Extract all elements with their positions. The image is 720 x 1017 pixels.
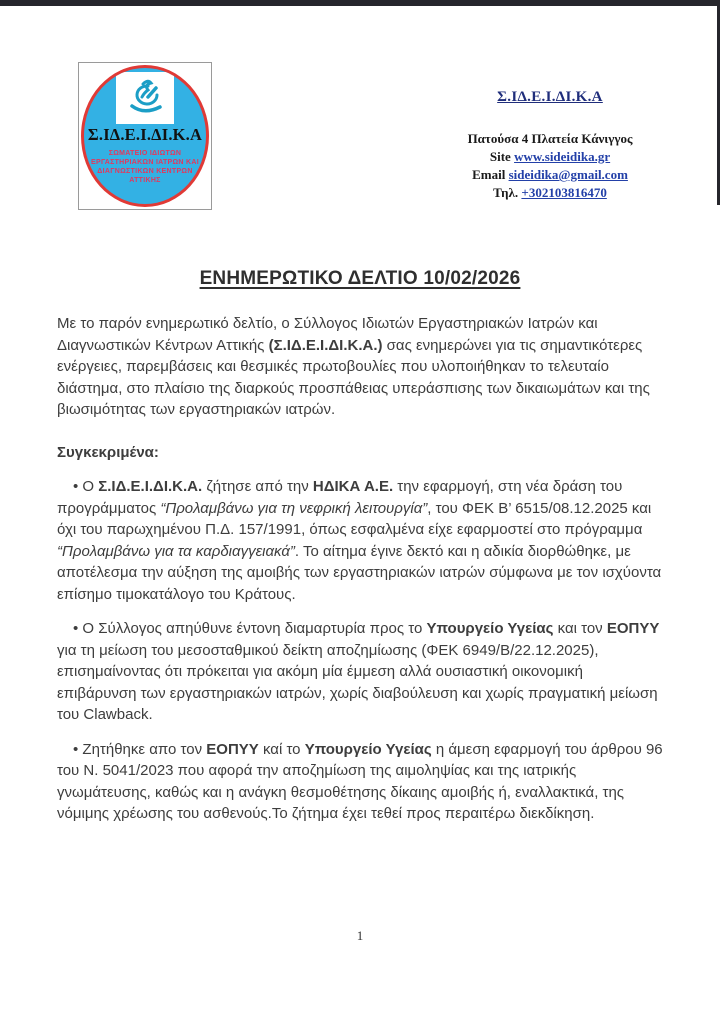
microscope-icon <box>116 72 174 124</box>
site-line <box>420 148 680 166</box>
intro-paragraph: Με το παρόν ενημερωτικό δελτίο, ο Σύλλογος Ιδιωτών Εργαστηριακών Ιατρών και Διαγνωστικών Κέντρων Αττικής (Σ.ΙΔ.Ε.Ι.ΔΙ.Κ.Α.) σας ενημερώνει για τις σημαντικότερες ενέργειες, παρεμβάσεις και θεσμικές πρωτοβουλίες που υλοποιήθηκαν το τελευταίο διάστημα, στο πλαίσιο της διαρκούς προσπάθειας υπεράσπισης των δικαιωμάτων και της βιωσιμότητας των εργαστηριακών ιατρών. <box>57 315 650 418</box>
site-label: Site <box>489 149 515 164</box>
logo-subtitle-line: ΕΡΓΑΣΤΗΡΙΑΚΩΝ ΙΑΤΡΩΝ ΚΑΙ <box>91 159 199 166</box>
section-heading: Συγκεκριμένα: <box>57 443 159 461</box>
phone-label: Τηλ. <box>493 185 522 200</box>
bullet-paragraph: • Ζητήθηκε απο τον ΕΟΠΥΥ καί το Υπουργείο Υγείας η άμεση εφαρμογή του άρθρου 96 του Ν. 5041/2023 που αφορά την αποζημίωση της αιμοληψίας και της ιατρικής γνωμάτευσης, καθώς και η ανάγκη θεσμοθέτησης δίκαιης αμοιβής ή, εναλλακτικά, της νόμιμης χρέωσης του ασθενούς.Το ζήτημα έχει τεθεί προς περαιτέρω διεκδίκηση. <box>57 740 663 822</box>
org-address: Πατούσα 4 Πλατεία Κάνιγγος <box>467 131 633 146</box>
document-body <box>57 313 663 825</box>
bullet-paragraph: • Ο Σύλλογος απηύθυνε έντονη διαμαρτυρία προς το Υπουργείο Υγείας και τον ΕΟΠΥΥ για τη μείωση του μεσοσταθμικού δείκτη αποζημίωσης (ΦΕΚ 6949/Β/22.12.2025), επισημαίνοντας ότι πρόκειται για ακόμη μία έμμεση αλλά ουσιαστική οικονομική επιβάρυνση των εργαστηριακών ιατρών, χωρίς διαβούλευση και χωρίς πραγματική μείωση του Clawback. <box>57 620 660 723</box>
bullet-paragraph: • Ο Σ.ΙΔ.Ε.Ι.ΔΙ.Κ.Α. ζήτησε από την ΗΔΙΚΑ Α.Ε. την εφαρμογή, στη νέα δράση του προγράμματος “Προλαμβάνω για τη νεφρική λειτουργία”, του ΦΕΚ Β’ 6515/08.12.2025 και όχι του παρωχημένου Π.Δ. 157/1991, όπως εσφαλμένα είχε εφαρμοστεί στο πρόγραμμα “Προλαμβάνω για τα καρδιαγγειακά”. Το αίτημα έγινε δεκτό και η αδικία διορθώθηκε, με αποτέλεσμα την αύξηση της αμοιβής των εργαστηριακών ιατρών σύμφωνα με τον ισχύοντα επίσημο τιμοκατάλογο του Κράτους. <box>57 478 662 603</box>
email-link[interactable]: sideidika@gmail.com <box>508 167 628 182</box>
email-line <box>420 166 680 184</box>
page-number: 1 <box>356 928 364 943</box>
logo-acronym: Σ.ΙΔ.Ε.Ι.ΔΙ.Κ.Α <box>87 125 203 144</box>
contact-block <box>420 88 680 202</box>
logo-subtitle-line: ΔΙΑΓΝΩΣΤΙΚΩΝ ΚΕΝΤΡΩΝ <box>97 168 193 175</box>
page-title: ΕΝΗΜΕΡΩΤΙΚΟ ΔΕΛΤΙΟ 10/02/2026 <box>199 268 521 289</box>
email-label: Email <box>472 167 509 182</box>
logo-circle <box>81 65 209 207</box>
logo-subtitle <box>91 149 199 185</box>
phone-line <box>420 184 680 202</box>
site-link[interactable]: www.sideidika.gr <box>514 149 611 164</box>
org-name: Σ.ΙΔ.Ε.Ι.ΔΙ.Κ.Α <box>497 89 603 105</box>
window-top-edge <box>0 0 720 6</box>
org-logo <box>78 62 212 210</box>
phone-link[interactable]: +302103816470 <box>521 185 607 200</box>
logo-subtitle-line: ΣΩΜΑΤΕΙΟ ΙΔΙΩΤΩΝ <box>108 150 182 157</box>
logo-subtitle-line: ΑΤΤΙΚΗΣ <box>129 177 161 184</box>
